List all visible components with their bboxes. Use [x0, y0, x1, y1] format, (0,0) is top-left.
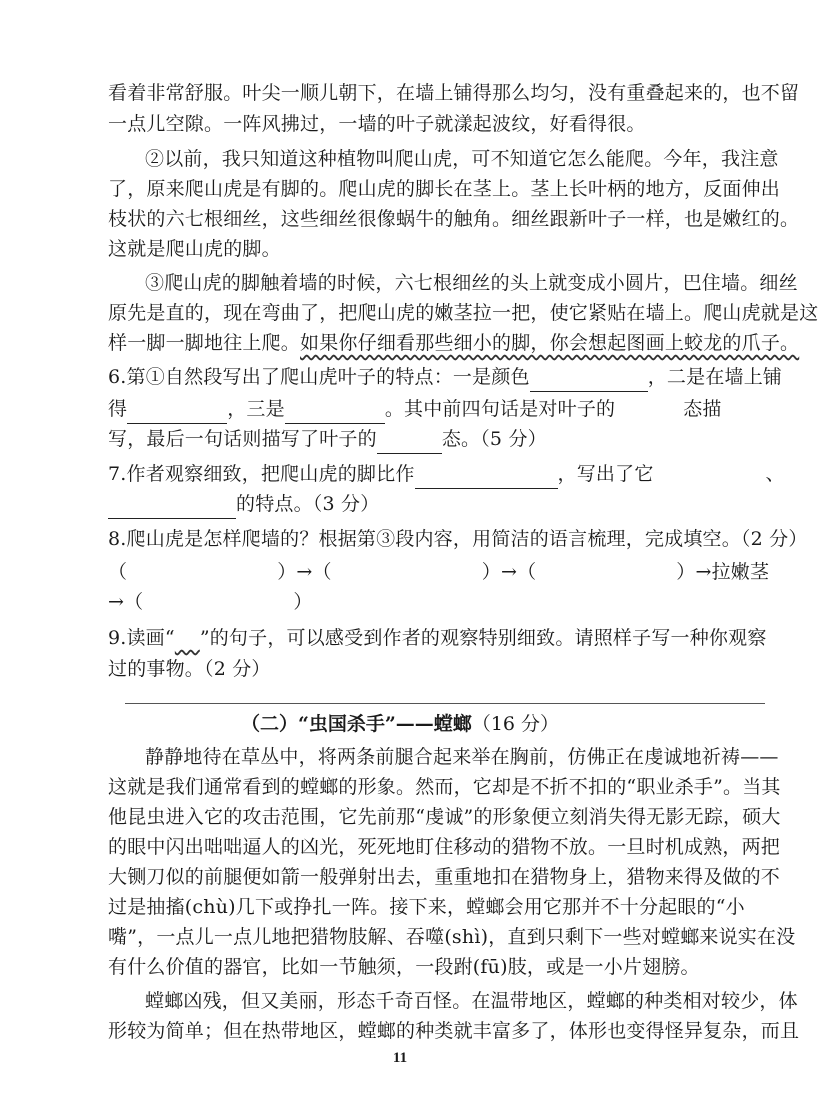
passage-line: 了，原来爬山虎是有脚的。爬山虎的脚长在茎上。茎上长叶柄的地方，反面伸出 — [108, 178, 781, 200]
question-7 — [108, 459, 785, 489]
passage-line: 螳螂凶残，但又美丽，形态千奇百怪。在温带地区，螳螂的种类相对较少，体 — [145, 990, 798, 1012]
question-text: 、 — [765, 463, 785, 485]
question-6-cont — [108, 394, 758, 424]
passage-line: 大铡刀似的前腿便如箭一般弹射出去，重重地扣在猎物身上，猎物来得及做的不 — [108, 866, 781, 888]
paren-close: ） — [293, 591, 313, 613]
passage-line: 这就是我们通常看到的螳螂的形象。然而，它却是不折不扣的“职业杀手”。当其 — [108, 776, 781, 798]
question-7-cont — [108, 489, 758, 519]
page-number: 11 — [392, 1050, 408, 1066]
passage-line: 他昆虫进入它的攻击范围，它先前那“虔诚”的形象便立刻消失得无影无踪，硕大 — [108, 806, 781, 828]
passage-line: 枝状的六七根细丝，这些细丝很像蜗牛的触角。细丝跟新叶子一样，也是嫩红的。 — [108, 208, 800, 230]
paren-close: ） — [481, 561, 501, 583]
question-text: ，写出了它 — [557, 463, 654, 485]
question-text: 态描 — [683, 398, 722, 420]
question-text: ”的句子，可以感受到作者的观察特别细致。请照样子写一种你观察 — [199, 627, 767, 649]
answer-blank[interactable] — [108, 496, 236, 519]
passage-line: 的眼中闪出咄咄逼人的凶光，死死地盯住移动的猎物不放。一旦时机成熟，两把 — [108, 836, 781, 858]
section-title — [0, 709, 800, 739]
paren-open: （ — [312, 561, 332, 583]
wavy-line-sample — [175, 627, 200, 649]
question-text: 得 — [108, 398, 128, 420]
question-6-cont — [108, 424, 758, 454]
passage-line: 静静地待在草丛中，将两条前腿合起来举在胸前，仿佛正在虔诚地祈祷—— — [145, 746, 779, 768]
arrow-icon: → — [500, 561, 518, 583]
question-6 — [108, 362, 783, 392]
question-9 — [108, 623, 767, 653]
question-text: 7.作者观察细致，把爬山虎的脚比作 — [108, 463, 415, 485]
passage-line: 看着非常舒服。叶尖一顺儿朝下，在墙上铺得那么均匀，没有重叠起来的，也不留 — [108, 82, 800, 104]
question-text: 拉嫩茎 — [711, 561, 770, 583]
paren-close: ） — [676, 561, 696, 583]
section-divider — [125, 703, 765, 704]
passage-line: 有什么价值的器官，比如一节触须，一段跗(fū)肢，或是一小片翅膀。 — [108, 956, 700, 978]
question-text: 写，最后一句话则描写了叶子的 — [108, 428, 377, 450]
paren-close: ） — [277, 561, 297, 583]
passage-line: ②以前，我只知道这种植物叫爬山虎，可不知道它怎么能爬。今年，我注意 — [145, 148, 779, 170]
question-text: 9.读画“ — [108, 627, 175, 649]
passage-line: ③爬山虎的脚触着墙的时候，六七根细丝的头上就变成小圆片，巴住墙。细丝 — [145, 272, 798, 294]
passage-line: 过是抽搐(chù)几下或挣扎一阵。接下来，螳螂会用它那并不十分起眼的“小 — [108, 896, 745, 918]
answer-blank[interactable] — [377, 431, 442, 454]
passage-line: 嘴”，一点儿一点儿地把猎物肢解、吞噬(shì)，直到只剩下一些对螳螂来说实在没 — [108, 926, 796, 948]
arrow-icon: → — [296, 561, 313, 583]
answer-blank[interactable] — [285, 401, 385, 424]
answer-blank[interactable] — [415, 466, 558, 489]
passage-text: 样一脚一脚地往上爬。 — [108, 332, 301, 354]
paren-open: （ — [517, 561, 537, 583]
question-text: 态。（5 分） — [441, 428, 547, 450]
question-text: ，二是在墙上铺 — [647, 366, 783, 388]
answer-blank[interactable] — [127, 401, 227, 424]
passage-line: 形较为简单；但在热带地区，螳螂的种类就丰富多了，体形也变得怪异复杂，而且 — [108, 1020, 800, 1042]
question-text: 6.第①自然段写出了爬山虎叶子的特点：一是颜色 — [108, 366, 530, 388]
question-text: ，三是 — [227, 398, 285, 420]
section-title-text: （二）“虫国杀手”——螳螂 — [240, 713, 472, 735]
wavy-underlined-sentence: 如果你仔细看那些细小的脚，你会想起图画上蛟龙的爪子。 — [300, 332, 800, 354]
paren-open: （ — [124, 591, 144, 613]
question-text: 的特点。（3 分） — [236, 493, 380, 515]
passage-line: 这就是爬山虎的脚。 — [108, 238, 281, 260]
section-score: （16 分） — [471, 713, 560, 735]
question-9-cont: 过的事物。（2 分） — [108, 658, 271, 680]
passage-line: 原先是直的，现在弯曲了，把爬山虎的嫩茎拉一把，使它紧贴在墙上。爬山虎就是这 — [108, 302, 818, 324]
answer-blank[interactable] — [530, 369, 648, 392]
question-text: 。其中前四句话是对叶子的 — [384, 398, 616, 420]
paren-open: （ — [108, 561, 128, 583]
arrow-icon: → — [695, 561, 712, 583]
question-8: 8.爬山虎是怎样爬墙的？根据第③段内容，用简洁的语言梳理，完成填空。（2 分） — [108, 528, 808, 550]
passage-line — [108, 328, 800, 358]
question-8-flow — [108, 557, 770, 587]
passage-line: 一点儿空隙。一阵风拂过，一墙的叶子就漾起波纹，好看得很。 — [108, 113, 646, 135]
arrow-icon: → — [108, 591, 125, 613]
question-8-flow-cont — [108, 587, 758, 617]
